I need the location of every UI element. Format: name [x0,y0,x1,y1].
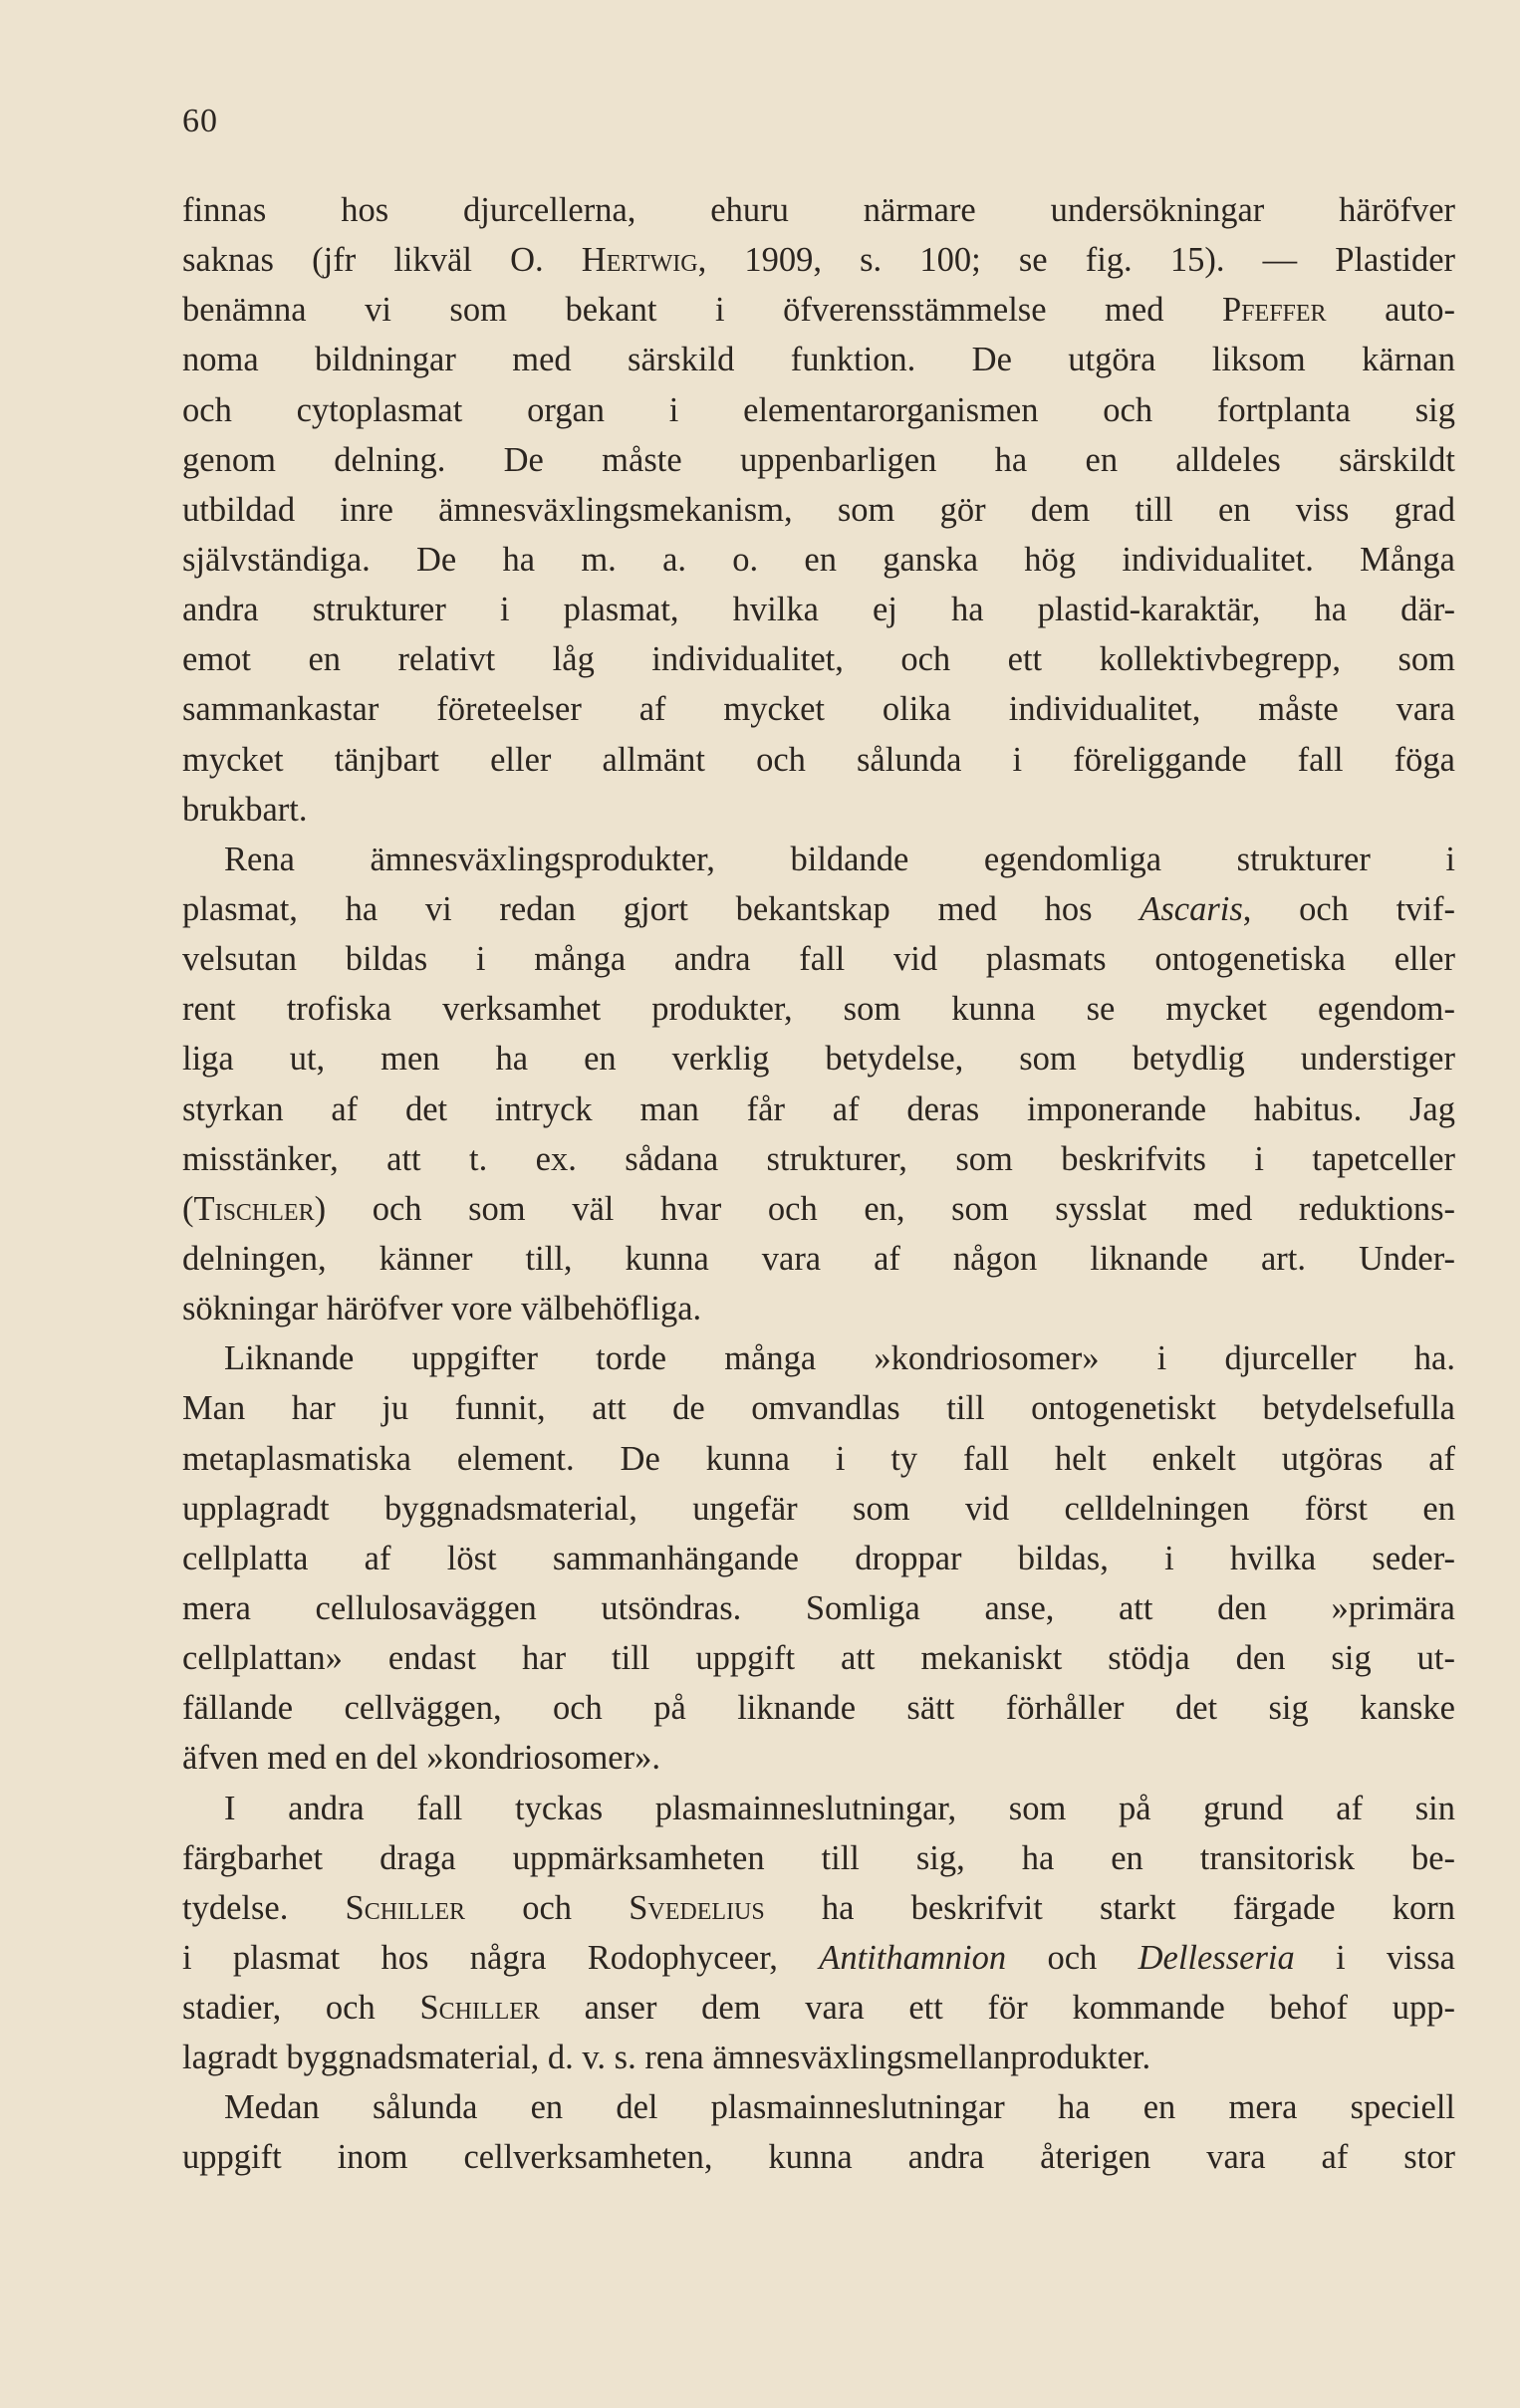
text-line [182,1484,1455,1534]
text-run: misstänker, att t. ex. sådana strukturer, som beskrifvits i tapetceller [182,1139,1455,1178]
text-line [182,934,1455,984]
text-line [182,785,1455,835]
text-line [182,1784,1455,1833]
text-run: andra strukturer i plasmat, hvilka ej ha plastid-karaktär, ha där- [182,591,1455,629]
text-line [182,1234,1455,1284]
text-line [182,1434,1455,1484]
text-run: stadier, och [182,1989,420,2028]
text-line [182,984,1455,1034]
paragraph [182,185,1455,835]
text-line [182,884,1455,934]
text-line [182,285,1455,335]
text-run: plasmat, ha vi redan gjort bekantskap med hos [182,889,1140,928]
text-line [182,1833,1455,1883]
text-line [182,1333,1455,1383]
text-line [182,1383,1455,1433]
text-run: styrkan af det intryck man får af deras imponerande habitus. Jag [182,1089,1455,1128]
text-line [182,535,1455,585]
text-run: liga ut, men ha en verklig betydelse, som betydlig understiger [182,1040,1455,1079]
paragraph [182,1333,1455,1783]
text-run: , 1909, s. 100; se fig. 15). — Plastider [697,241,1456,280]
text-run: i vissa [1294,1938,1455,1977]
text-run: metaplasmatiska element. De kunna i ty fall helt enkelt utgöras af [182,1439,1455,1478]
text-run: och [1006,1938,1139,1977]
body-text [182,185,1455,2183]
text-line [182,684,1455,734]
text-line [182,2033,1455,2082]
text-run: i plasmat hos några Rodophyceer, [182,1938,820,1977]
text-line [182,634,1455,684]
text-line [182,335,1455,384]
text-run: , och tvif- [1242,889,1455,928]
text-run: sammankastar företeelser af mycket olika individualitet, måste vara [182,690,1455,729]
author-name: Tischler [193,1189,315,1228]
text-line [182,1983,1455,2033]
text-line [182,1284,1455,1333]
taxon-name: Ascaris [1140,889,1243,928]
text-run: ha beskrifvit starkt färgade korn [764,1888,1455,1927]
text-run: cellplattan» endast har till uppgift att mekaniskt stödja den sig ut- [182,1639,1455,1678]
text-run: Man har ju funnit, att de omvandlas till ontogenetiskt betydelsefulla [182,1389,1455,1428]
text-run: mera cellulosaväggen utsöndras. Somliga anse, att den »primära [182,1588,1455,1627]
author-name: Pfeffer [1222,291,1327,330]
paragraph [182,835,1455,1333]
text-line [182,1633,1455,1683]
text-line [182,835,1455,884]
text-run: I andra fall tyckas plasmainneslutningar, som på grund af sin [224,1789,1455,1827]
text-line [182,735,1455,785]
paragraph [182,1784,1455,2083]
author-name: Svedelius [629,1888,765,1927]
text-run: sökningar häröfver vore välbehöfliga. [182,1290,702,1328]
paragraph [182,2082,1455,2182]
text-run: delningen, känner till, kunna vara af någon liknande art. Under- [182,1239,1455,1278]
page-number: 60 [182,103,218,139]
text-run: brukbart. [182,790,308,829]
text-run: självständiga. De ha m. a. o. en ganska hög individualitet. Många [182,540,1455,579]
text-run: velsutan bildas i många andra fall vid plasmats ontogenetiska eller [182,940,1455,979]
text-run: ) och som väl hvar och en, som sysslat med reduktions- [314,1189,1455,1228]
taxon-name: Dellesseria [1138,1938,1295,1977]
text-line [182,1534,1455,1583]
text-run: uppgift inom cellverksamheten, kunna andra återigen vara af stor [182,2138,1455,2177]
text-run: och cytoplasmat organ i elementarorganismen och fortplanta sig [182,390,1455,429]
text-run: genom delning. De måste uppenbarligen ha en alldeles särskildt [182,440,1455,479]
author-name: Schiller [419,1989,540,2028]
text-line [182,2082,1455,2132]
text-run: Medan sålunda en del plasmainneslutningar ha en mera speciell [224,2088,1455,2127]
text-line [182,1184,1455,1234]
text-line [182,435,1455,485]
text-line [182,1933,1455,1983]
text-run: äfven med en del »kondriosomer». [182,1739,660,1778]
author-name: Hertwig [581,241,698,280]
text-line [182,1683,1455,1733]
text-run: emot en relativt låg individualitet, och ett kollektivbegrepp, som [182,640,1455,679]
text-line [182,1034,1455,1084]
text-run: lagradt byggnadsmaterial, d. v. s. rena ämnesväxlingsmellanprodukter. [182,2039,1151,2077]
text-run: noma bildningar med särskild funktion. De utgöra liksom kärnan [182,341,1455,379]
text-line [182,585,1455,634]
text-run: tydelse. [182,1888,346,1927]
text-line [182,2132,1455,2182]
text-run: finnas hos djurcellerna, ehuru närmare undersökningar häröfver [182,191,1455,229]
text-line [182,485,1455,535]
taxon-name: Antithamnion [819,1938,1007,1977]
author-name: Schiller [345,1888,466,1927]
text-run: ( [182,1189,194,1228]
text-line [182,1883,1455,1933]
text-line [182,235,1455,285]
text-run: upplagradt byggnadsmaterial, ungefär som vid celldelningen först en [182,1489,1455,1528]
text-line [182,1084,1455,1134]
text-line [182,1134,1455,1184]
text-line [182,1583,1455,1633]
text-run: anser dem vara ett för kommande behof upp- [539,1989,1455,2028]
text-line [182,1733,1455,1783]
text-run: färgbarhet draga uppmärksamheten till sig, ha en transitorisk be- [182,1838,1455,1877]
text-run: fällande cellväggen, och på liknande sätt förhåller det sig kanske [182,1689,1455,1728]
text-run: auto- [1326,291,1455,330]
text-run: cellplatta af löst sammanhängande droppar bildas, i hvilka seder- [182,1539,1455,1577]
text-run: och [465,1888,630,1927]
text-run: rent trofiska verksamhet produkter, som kunna se mycket egendom- [182,990,1455,1029]
text-run: Rena ämnesväxlingsprodukter, bildande egendomliga strukturer i [224,840,1455,878]
text-run: utbildad inre ämnesväxlingsmekanism, som gör dem till en viss grad [182,490,1455,529]
text-run: Liknande uppgifter torde många »kondriosomer» i djurceller ha. [224,1339,1455,1378]
text-run: benämna vi som bekant i öfverensstämmelse med [182,291,1222,330]
text-run: mycket tänjbart eller allmänt och sålunda i föreliggande fall föga [182,740,1455,779]
text-line [182,385,1455,435]
text-line [182,185,1455,235]
text-run: saknas (jfr likväl O. [182,241,582,280]
